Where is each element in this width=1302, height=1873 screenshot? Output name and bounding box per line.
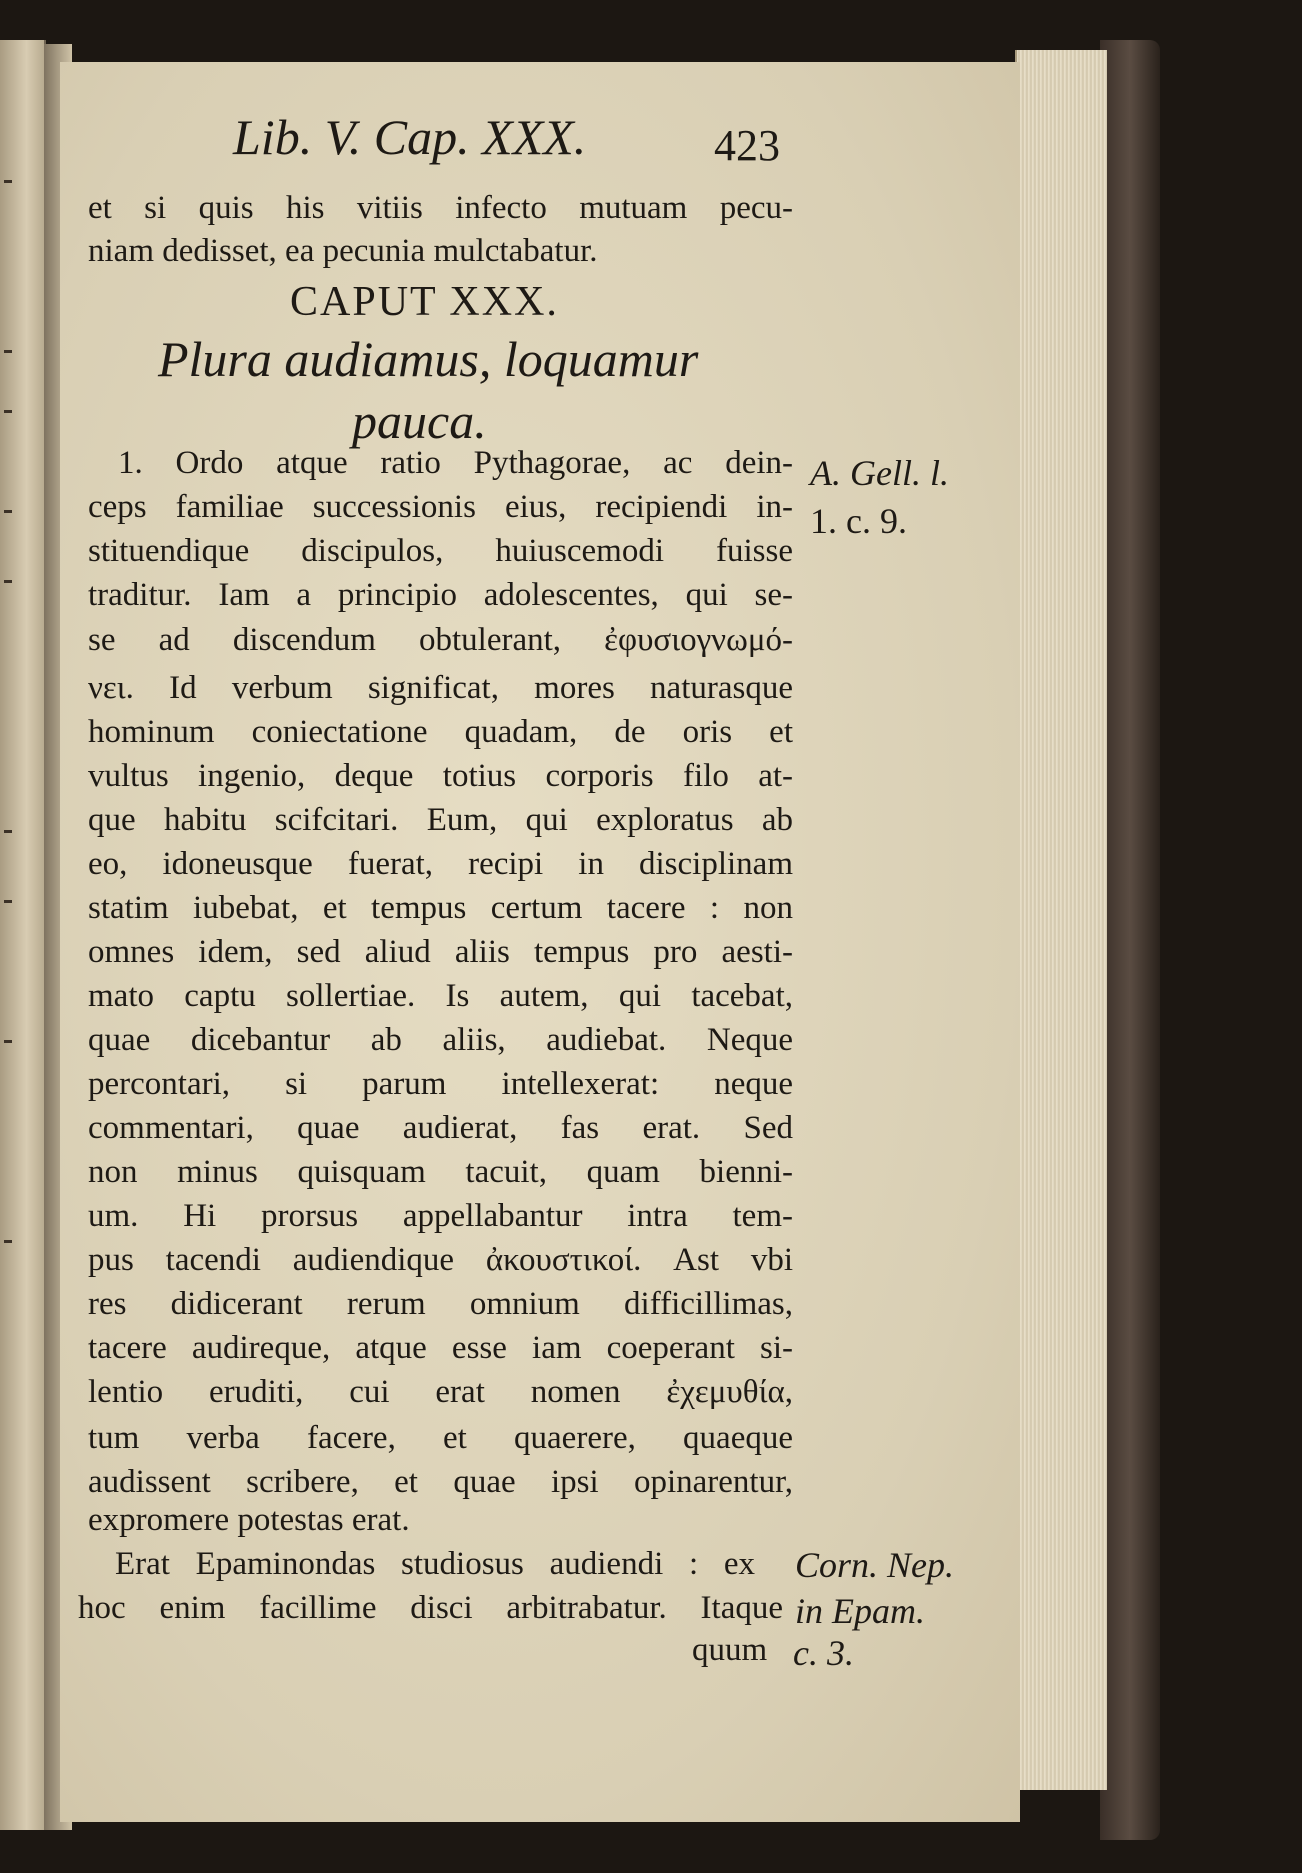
text-line: stituendique discipulos, huiuscemodi fuisse: [88, 533, 793, 569]
text-line: ceps familiae successionis eius, recipiendi in-: [88, 489, 793, 525]
facing-page-mark: [4, 1040, 12, 1043]
text-line: traditur. Iam a principio adolescentes, qui se-: [88, 577, 793, 613]
text-line: se ad discendum obtulerant, ἐφυσιογνωμό-: [88, 622, 793, 658]
text-line: quae dicebantur ab aliis, audiebat. Neque: [88, 1022, 793, 1058]
text-line: hoc enim facillime disci arbitrabatur. Itaque: [78, 1590, 783, 1626]
text-line: tum verba facere, et quaerere, quaeque: [88, 1420, 793, 1456]
margin-note-gellius-ref-text: 1. c. 9.: [810, 501, 907, 541]
text-line: niam dedisset, ea pecunia mulctabatur.: [88, 233, 598, 269]
text-line: um. Hi prorsus appellabantur intra tem-: [88, 1198, 793, 1234]
text-line: lentio eruditi, cui erat nomen ἐχεμυθία,: [88, 1374, 793, 1410]
text-line: Erat Epaminondas studiosus audiendi : ex: [115, 1546, 755, 1582]
text-line: que habitu scifcitari. Eum, qui exploratus ab: [88, 802, 793, 838]
facing-page-mark: [4, 900, 12, 903]
page-fore-edge: [1015, 50, 1107, 1790]
facing-page-edge: [0, 40, 46, 1830]
facing-page-mark: [4, 180, 12, 183]
text-line: 1. Ordo atque ratio Pythagorae, ac dein-: [118, 445, 793, 481]
margin-note-gellius-ref: [810, 500, 907, 542]
text-line: et si quis his vitiis infecto mutuam pecu-: [88, 190, 793, 226]
facing-page-mark: [4, 580, 12, 583]
text-line: commentari, quae audierat, fas erat. Sed: [88, 1110, 793, 1146]
chapter-title-line: pauca.: [352, 393, 487, 449]
text-line: quum: [692, 1632, 768, 1668]
text-line: vultus ingenio, deque totius corporis filo at-: [88, 758, 793, 794]
text-line: omnes idem, sed aliud aliis tempus pro aesti-: [88, 934, 793, 970]
margin-note-gellius: A. Gell. l.: [810, 453, 949, 493]
facing-page-mark: [4, 350, 12, 353]
text-line: res didicerant rerum omnium difficillimas,: [88, 1286, 793, 1322]
page-number: 423: [714, 121, 780, 170]
facing-page-mark: [4, 510, 12, 513]
text-line: tacere audireque, atque esse iam coeperant si-: [88, 1330, 793, 1366]
facing-page-mark: [4, 830, 12, 833]
text-line: statim iubebat, et tempus certum tacere : non: [88, 890, 793, 926]
facing-page-mark: [4, 410, 12, 413]
margin-note-nepos-work: in Epam.: [795, 1591, 925, 1631]
text-line: audissent scribere, et quae ipsi opinarentur,: [88, 1464, 793, 1500]
book-cover-edge: [1100, 40, 1160, 1840]
text-line: eo, idoneusque fuerat, recipi in disciplinam: [88, 846, 793, 882]
text-line: hominum coniectatione quadam, de oris et: [88, 714, 793, 750]
text-line: mato captu sollertiae. Is autem, qui tacebat,: [88, 978, 793, 1014]
text-line: expromere potestas erat.: [88, 1502, 410, 1538]
chapter-title-line: Plura audiamus, loquamur: [158, 331, 699, 387]
text-line: non minus quisquam tacuit, quam bienni-: [88, 1154, 793, 1190]
margin-note-nepos-chapter: c. 3.: [793, 1633, 854, 1673]
chapter-heading: CAPUT XXX.: [290, 279, 559, 325]
running-head: Lib. V. Cap. XXX.: [233, 109, 587, 165]
margin-note-nepos: Corn. Nep.: [795, 1545, 955, 1585]
text-line: percontari, si parum intellexerat: neque: [88, 1066, 793, 1102]
text-line: νει. Id verbum significat, mores naturasque: [88, 670, 793, 706]
text-line: pus tacendi audiendique ἀκουστικοί. Ast vbi: [88, 1242, 793, 1278]
facing-page-mark: [4, 1240, 12, 1243]
